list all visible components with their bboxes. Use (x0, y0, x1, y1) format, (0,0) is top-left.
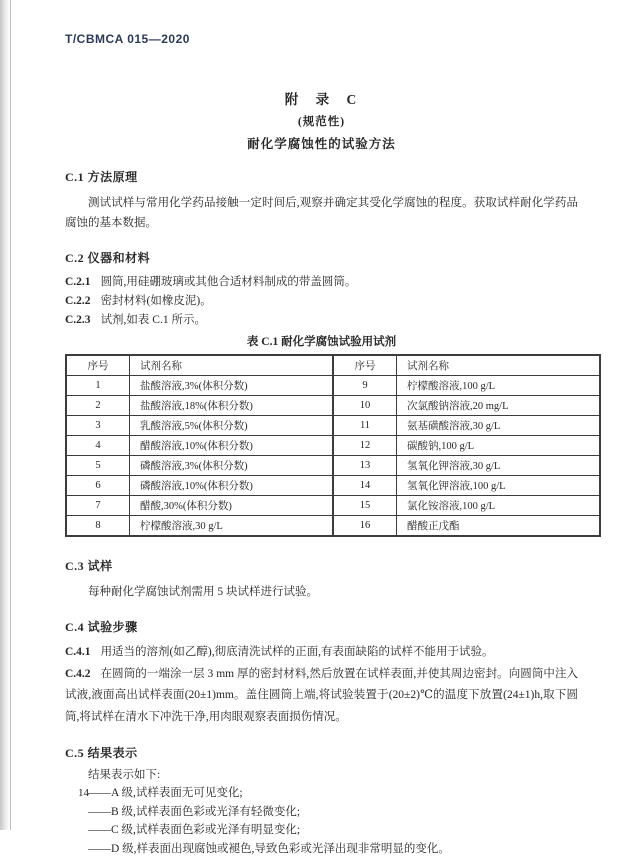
clause-c23 (65, 311, 578, 330)
section-c1-paragraph: 测试试样与常用化学药品接触一定时间后,观察并确定其受化学腐蚀的程度。获取试样耐化学药品腐蚀的基本数据。 (65, 193, 578, 233)
table-row (66, 376, 600, 396)
cell-no: 13 (333, 456, 397, 476)
cell-no: 12 (333, 436, 397, 456)
cell-reagent: 次氯酸钠溶液,20 mg/L (397, 396, 601, 416)
table-row (66, 456, 600, 476)
scan-left-edge (0, 0, 11, 830)
cell-reagent: 氯化铵溶液,100 g/L (397, 496, 601, 516)
cell-reagent: 碳酸钠,100 g/L (397, 436, 601, 456)
result-grade-c: ——C 级,试样表面色彩或光泽有明显变化; (65, 821, 578, 840)
cell-no: 8 (66, 516, 130, 537)
cell-no: 6 (66, 476, 130, 496)
cell-reagent: 盐酸溶液,3%(体积分数) (130, 376, 334, 396)
section-c3-heading: C.3 试样 (65, 557, 578, 574)
cell-reagent: 盐酸溶液,18%(体积分数) (130, 396, 334, 416)
cell-reagent: 醋酸,30%(体积分数) (130, 496, 334, 516)
clause-c42-text: 在圆筒的一端涂一层 3 mm 厚的密封材料,然后放置在试样表面,并使其周边密封。向圆筒中注入试液,液面高出试样表面(20±1)mm。盖住圆筒上端,将试验装置于(20±2)℃的温度下放置(24±1)h,取下圆筒,将试样在清水下冲洗干净,用肉眼观察表面损伤情况。 (65, 668, 578, 723)
result-grade-b: ——B 级,试样表面色彩或光泽有轻微变化; (65, 803, 578, 822)
cell-reagent: 柠檬酸溶液,30 g/L (130, 516, 334, 537)
cell-reagent: 醋酸正戊酯 (397, 516, 601, 537)
cell-no: 4 (66, 436, 130, 456)
table-row (66, 436, 600, 456)
clause-c22-number: C.2.2 (65, 295, 91, 307)
cell-no: 11 (333, 416, 397, 436)
column-header-name-right: 试剂名称 (397, 355, 601, 376)
clause-c41-number: C.4.1 (65, 646, 91, 658)
section-c1-heading: C.1 方法原理 (65, 168, 578, 185)
clause-c22 (65, 292, 578, 311)
clause-c21 (65, 273, 578, 292)
table-row (66, 396, 600, 416)
cell-reagent: 氢氧化钾溶液,100 g/L (397, 476, 601, 496)
cell-no: 1 (66, 376, 130, 396)
table-c1-caption: 表 C.1 耐化学腐蚀试验用试剂 (65, 333, 578, 349)
column-header-name-left: 试剂名称 (130, 355, 334, 376)
cell-reagent: 柠檬酸溶液,100 g/L (397, 376, 601, 396)
cell-reagent: 氨基磺酸溶液,30 g/L (397, 416, 601, 436)
section-c4-heading: C.4 试验步骤 (65, 618, 578, 635)
cell-no: 16 (333, 516, 397, 537)
cell-no: 10 (333, 396, 397, 416)
cell-reagent: 磷酸溶液,3%(体积分数) (130, 456, 334, 476)
section-c2-clauses (65, 273, 578, 330)
cell-no: 7 (66, 496, 130, 516)
table-row (66, 416, 600, 436)
section-c5-heading: C.5 结果表示 (65, 744, 578, 761)
table-row (66, 476, 600, 496)
cell-reagent: 磷酸溶液,10%(体积分数) (130, 476, 334, 496)
cell-no: 5 (66, 456, 130, 476)
cell-no: 15 (333, 496, 397, 516)
appendix-name: 耐化学腐蚀性的试验方法 (65, 134, 578, 152)
cell-no: 3 (66, 416, 130, 436)
section-c3-paragraph: 每种耐化学腐蚀试剂需用 5 块试样进行试验。 (65, 582, 578, 602)
clause-c21-number: C.2.1 (65, 276, 91, 288)
table-row (66, 516, 600, 537)
page-number: 14 (78, 787, 89, 799)
clause-c22-text: 密封材料(如橡皮泥)。 (101, 295, 212, 307)
section-c2-heading: C.2 仪器和材料 (65, 249, 578, 266)
cell-reagent: 醋酸溶液,10%(体积分数) (130, 436, 334, 456)
standard-number-header: T/CBMCA 015—2020 (65, 32, 578, 46)
clause-c41 (65, 642, 578, 664)
clause-c23-number: C.2.3 (65, 314, 91, 326)
table-header-row (66, 355, 600, 376)
cell-no: 2 (66, 396, 130, 416)
results-intro: 结果表示如下: (65, 766, 578, 784)
column-header-no-right: 序号 (333, 355, 397, 376)
clause-c42 (65, 664, 578, 729)
result-grade-d: ——D 级,样表面出现腐蚀或褪色,导致色彩或光泽出现非常明显的变化。 (65, 840, 578, 858)
reagent-table (65, 354, 601, 537)
document-page (65, 0, 578, 858)
cell-reagent: 乳酸溶液,5%(体积分数) (130, 416, 334, 436)
clause-c23-text: 试剂,如表 C.1 所示。 (101, 314, 206, 326)
table-row (66, 496, 600, 516)
clause-c21-text: 圆筒,用硅硼玻璃或其他合适材料制成的带盖圆筒。 (101, 276, 357, 288)
appendix-title: 附 录 C (65, 88, 578, 108)
result-grade-a: ——A 级,试样表面无可见变化; (65, 784, 578, 803)
section-c4-clauses (65, 642, 578, 728)
cell-reagent: 氢氧化钾溶液,30 g/L (397, 456, 601, 476)
column-header-no-left: 序号 (66, 355, 130, 376)
appendix-normative-label: (规范性) (65, 113, 578, 129)
cell-no: 9 (333, 376, 397, 396)
cell-no: 14 (333, 476, 397, 496)
clause-c41-text: 用适当的溶剂(如乙醇),彻底清洗试样的正面,有表面缺陷的试样不能用于试验。 (101, 646, 494, 658)
clause-c42-number: C.4.2 (65, 668, 91, 680)
